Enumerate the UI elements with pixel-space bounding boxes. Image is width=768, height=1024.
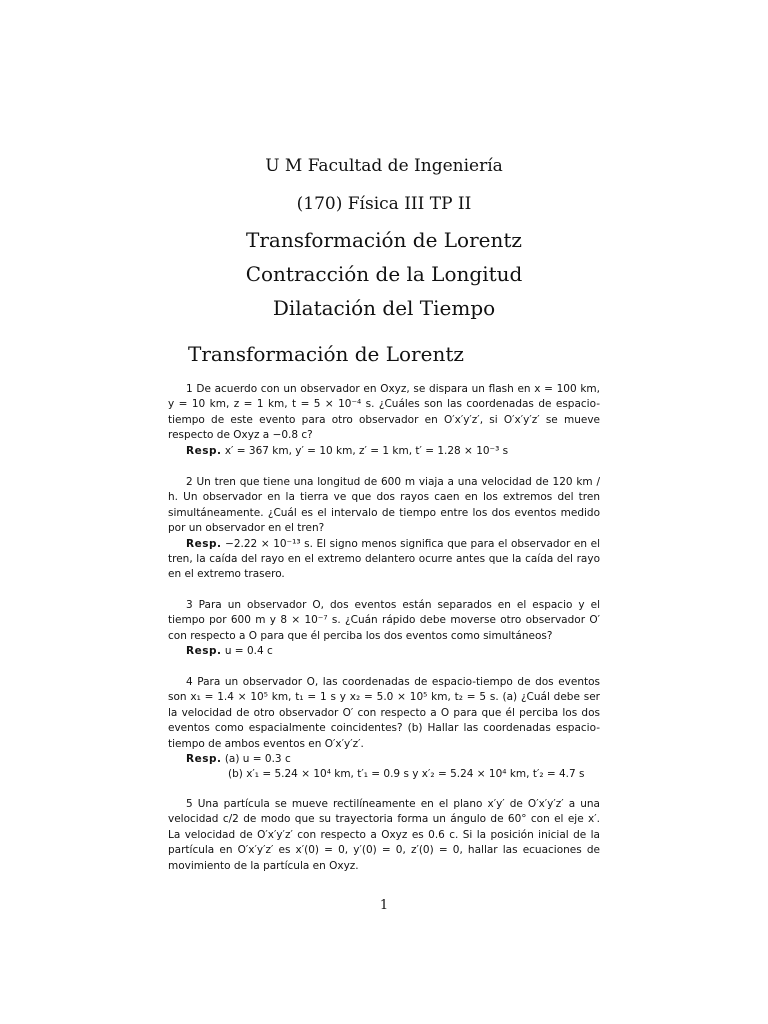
problem-1	[168, 382, 600, 459]
answer-text: x′ = 367 km, y′ = 10 km, z′ = 1 km, t′ = 1.28 × 10⁻³ s	[224, 444, 509, 457]
problem-5	[168, 797, 600, 874]
problem-text: 2 Un tren que tiene una longitud de 600 m viaja a una velocidad de 120 km / h. Un observador en la tierra ve que dos rayos caen en los extremos del tren simultáneamente. ¿Cuál es el intervalo de tiempo entre los dos eventos medido por un observador en el tren?	[168, 476, 600, 535]
answer	[168, 537, 600, 583]
section-title: Transformación de Lorentz	[188, 342, 464, 366]
answer-label: Resp.	[186, 753, 222, 766]
topic-heading-dilation: Dilatación del Tiempo	[272, 296, 496, 320]
topic-heading-lorentz: Transformación de Lorentz	[246, 228, 522, 252]
answer	[168, 752, 600, 767]
problem-text: 4 Para un observador O, las coordenadas de espacio-tiempo de dos eventos son x₁ = 1.4 × 10⁵ km, t₁ = 1 s y x₂ = 5.0 × 10⁵ km, t₂ = 5 s. (a) ¿Cuál debe ser la velocidad de otro observador O′ con respecto a O para que él perciba los dos eventos como espacialmente coincidentes? (b) Hallar las coordenadas espacio-tiempo de ambos eventos en O′x′y′z′.	[168, 676, 600, 750]
problem-4	[168, 675, 600, 783]
answer-label: Resp.	[186, 537, 222, 550]
problem-text: 5 Una partícula se mueve rectilíneamente en el plano x′y′ de O′x′y′z′ a una velocidad c/2 de modo que su trayectoria forma un ángulo de 60° con el eje x′. La velocidad de O′x′y′z′ con respecto a Oxyz es 0.6 c. Si la posición inicial de la partícula en O′x′y′z′ es x′(0) = 0, y′(0) = 0, z′(0) = 0, hallar las ecuaciones de movimiento de la partícula en Oxyz.	[168, 798, 600, 872]
course-heading: (170) Física III TP II	[296, 194, 472, 214]
problem-2	[168, 475, 600, 583]
answer-label: Resp.	[186, 444, 222, 457]
institution-heading: U M Facultad de Ingeniería	[265, 156, 503, 176]
problem-text: 1 De acuerdo con un observador en Oxyz, se dispara un flash en x = 100 km, y = 10 km, z = 1 km, t = 5 × 10⁻⁴ s. ¿Cuáles son las coordenadas de espacio-tiempo de este evento para otro observador en O′x′y′z′, si O′x′y′z′ se mueve respecto de Oxyz a −0.8 c?	[168, 383, 600, 442]
answer-text: u = 0.4 c	[224, 645, 273, 658]
answer	[168, 444, 600, 459]
topic-heading-contraction: Contracción de la Longitud	[245, 262, 523, 286]
answer-text: (a) u = 0.3 c	[224, 753, 291, 766]
answer-text: −2.22 × 10⁻¹³ s. El signo menos significa que para el observador en el tren, la caída del rayo en el extremo delantero ocurre antes que la caída del rayo en el extremo trasero.	[168, 537, 600, 581]
page-number: 1	[379, 898, 389, 913]
answer	[168, 644, 600, 659]
problem-text: 3 Para un observador O, dos eventos están separados en el espacio y el tiempo por 600 m y 8 × 10⁻⁷ s. ¿Cuán rápido debe moverse otro observador O′ con respecto a O para que él perciba los dos eventos como simultáneos?	[168, 599, 600, 642]
answer-part-b: (b) x′₁ = 5.24 × 10⁴ km, t′₁ = 0.9 s y x′₂ = 5.24 × 10⁴ km, t′₂ = 4.7 s	[228, 768, 585, 781]
problem-3	[168, 598, 600, 660]
answer-label: Resp.	[186, 645, 222, 658]
